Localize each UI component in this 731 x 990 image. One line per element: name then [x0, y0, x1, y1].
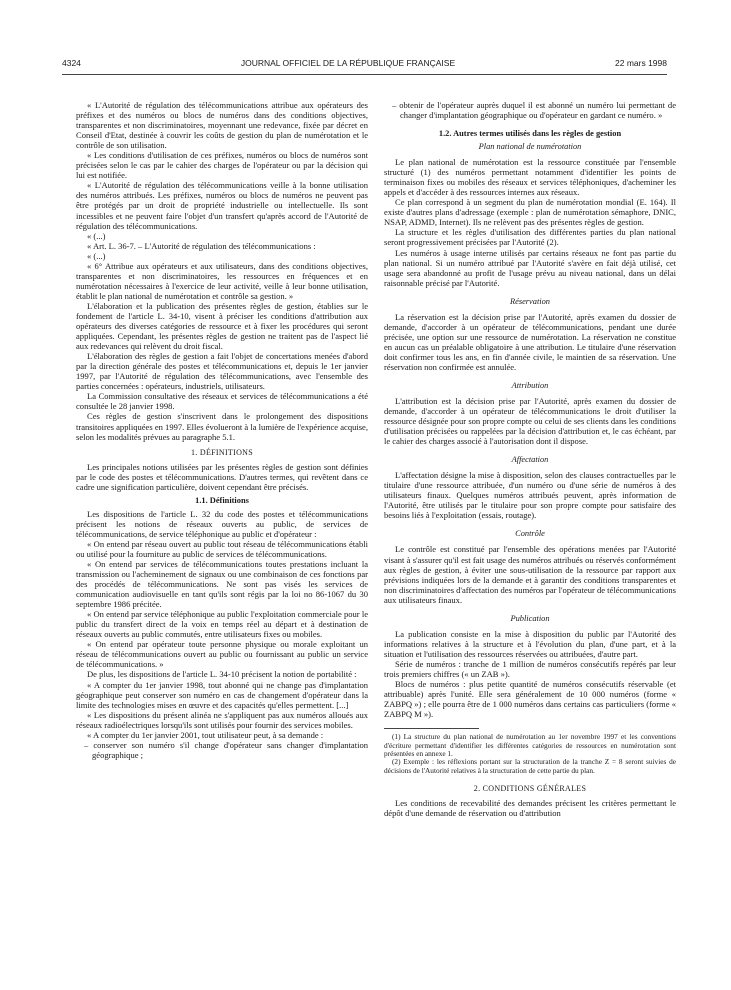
- term-heading-reservation: Réservation: [509, 296, 550, 306]
- dash-list-item: – conserver son numéro s'il change d'opérateur sans changer d'implantation géographique ;: [84, 739, 368, 760]
- journal-title: JOURNAL OFFICIEL DE LA RÉPUBLIQUE FRANÇAISE: [240, 58, 456, 68]
- paragraph: « Les conditions d'utilisation de ces préfixes, numéros ou blocs de numéros sont précisées selon le cas par le cahier des charges de l'opérateur ou par la décision qui lui est notifiée.: [76, 150, 368, 181]
- term-heading-affectation: Affectation: [511, 455, 549, 465]
- paragraph: La réservation est la décision prise par l'Autorité, après examen du dossier de demande, d'accorder à un opérateur de télécommunications, pendant une durée précisée, une option sur une ressource de numérotation. La réservation ne constitue en aucun cas un préalable obligatoire à une attribution. Le titulaire d'une réservation doit confirmer tous les ans, en fin d'année civile, le maintien de sa réservation. Une réservation non confirmée est annulée.: [384, 311, 676, 372]
- paragraph: L'affectation désigne la mise à disposition, selon des clauses contractuelles par le titulaire d'une ressource attribuée, d'un numéro ou d'une série de numéros à des utilisateurs finaux. Quelques numéros attribués peuvent, après information de l'Autorité, être utilisés par le titulaire pour son propre compte pour satisfaire des besoins liés à l'exploitation (essais, routage).: [384, 470, 676, 521]
- paragraph: « (...): [87, 250, 106, 261]
- paragraph: La publication consiste en la mise à disposition du public par l'Autorité des informations relatives à la structure et à l'évolution du plan, d'une part, et à la situation et l'utilisation des ressources réservées ou attribuées, d'autre part.: [384, 628, 676, 659]
- paragraph: Ce plan correspond à un segment du plan de numérotation mondial (E. 164). Il existe d'autres plans d'adressage (exemple : plan de numérotation sémaphore, DNIC, NSAP, ADMD, Internet). Ils ne relèvent pas des présentes règles de gestion.: [384, 197, 676, 228]
- term-heading-publication: Publication: [510, 613, 550, 623]
- page-header: [62, 56, 667, 70]
- subsection-heading: 1.1. Définitions: [195, 495, 249, 505]
- header-rule: [62, 74, 667, 75]
- paragraph: « On entend par service téléphonique au public l'exploitation commerciale pour le public du transfert direct de la voix en temps réel au départ et à destination de réseaux ouverts au public commutés, entre utilisateurs fixes ou mobiles.: [76, 609, 368, 640]
- paragraph: « A compter du 1er janvier 2001, tout utilisateur peut, à sa demande :: [87, 729, 324, 740]
- term-heading-controle: Contrôle: [515, 529, 545, 539]
- paragraph: « Art. L. 36-7. – L'Autorité de régulation des télécommunications :: [87, 240, 316, 251]
- paragraph: La structure et les règles d'utilisation des différentes parties du plan national seront progressivement précisées par l'Autorité (2).: [384, 227, 676, 248]
- paragraph: Le plan national de numérotation est la ressource constituée par l'ensemble structuré (1) des numéros permettant notamment d'identifier les points de terminaison fixes ou mobiles des réseaux et services téléphoniques, d'acheminer les appels et d'accéder à des ressources internes aux réseaux.: [384, 157, 676, 198]
- paragraph: Série de numéros : tranche de 1 million de numéros consécutifs repérés par leur trois premiers chiffres (« un ZAB »).: [384, 658, 676, 679]
- paragraph: « On entend par réseau ouvert au public tout réseau de télécommunications établi ou utilisé pour la fourniture au public de services de télécommunications.: [76, 538, 368, 559]
- paragraph: Les numéros à usage interne utilisés par certains réseaux ne font pas partie du plan national. Si un numéro attribué par l'Autorité s'avère en fait déjà utilisé, cet usage sera abandonné au profit de l'usage prévu au niveau national, dans un délai raisonnable précisé par l'Autorité.: [384, 247, 676, 288]
- paragraph: Blocs de numéros : plus petite quantité de numéros consécutifs réservable (et attribuable) après l'unité. Elle sera généralement de 10 000 numéros (forme « ZABPQ ») ; elle pourra être de 1 000 numéros dans certains cas particuliers (forme « ZABPQ M »).: [384, 678, 676, 720]
- paragraph: De plus, les dispositions de l'article L. 34-10 précisent la notion de portabilité :: [87, 669, 357, 680]
- paragraph: Le contrôle est constitué par l'ensemble des opérations menées par l'Autorité visant à s'assurer qu'il est fait usage des numéros attribués ou réservés conformément aux règles de gestion, à éviter une sous-utilisation de la ressource par rapport aux prévisions indiquées lors de la demande et à garantir des conditions transparentes et non discriminatoires d'affectation des numéros par l'opérateur de télécommunications aux utilisateurs finaux.: [384, 544, 676, 605]
- paragraph: « L'Autorité de régulation des télécommunications attribue aux opérateurs des préfixes et des numéros ou blocs de numéros dans des conditions objectives, transparentes et non discriminatoires, moyennant une redevance, fixée par décret en Conseil d'Etat, destinée à couvrir les coûts de gestion du plan de numérotation et le contrôle de son utilisation.: [76, 100, 368, 151]
- paragraph: Les principales notions utilisées par les présentes règles de gestion sont définies par le code des postes et télécommunications. D'autres termes, qui revêtent dans ce cadre une signification particulière, doivent cependant être précisés.: [76, 461, 368, 492]
- paragraph: « On entend par opérateur toute personne physique ou morale exploitant un réseau de télécommunications ouvert au public ou fournissant au public un service de télécommunications. »: [76, 639, 368, 670]
- subsection-heading: 1.2. Autres termes utilisés dans les règles de gestion: [438, 129, 622, 139]
- term-heading-attribution: Attribution: [511, 380, 549, 390]
- right-column: [384, 100, 676, 980]
- paragraph: L'élaboration et la publication des présentes règles de gestion, établies sur le fondement de l'article L. 34-10, visent à préciser les conditions d'attribution aux opérateurs des diverses catégories de ressource et à fixer les procédures qui seront appliquées. Cependant, les présentes règles de gestion ne traitent pas de l'aspect lié aux redevances qui relèvent du droit fiscal.: [76, 300, 368, 352]
- section-heading: 2. CONDITIONS GÉNÉRALES: [473, 784, 587, 794]
- paragraph: « A compter du 1er janvier 1998, tout abonné qui ne change pas d'implantation géographique peut conserver son numéro en cas de changement d'opérateur dans la limite des technologies mises en œuvre et des capacités qu'elles permettent. [...]: [76, 679, 368, 710]
- footnote: (2) Exemple : les réflexions portant sur la structuration de la tranche Z = 8 seront suivies de décisions de l'Autorité relatives à la structuration de cette partie du plan.: [384, 757, 676, 775]
- paragraph: Les conditions de recevabilité des demandes précisent les critères permettant le dépôt d'une demande de réservation ou d'attribution: [384, 798, 676, 819]
- section-heading: 1. DÉFINITIONS: [191, 447, 253, 457]
- paragraph: « Les dispositions du présent alinéa ne s'appliquent pas aux numéros alloués aux réseaux radioélectriques lorsqu'ils sont utilisés pour fournir des services mobiles.: [76, 709, 368, 730]
- paragraph: Les dispositions de l'article L. 32 du code des postes et télécommunications précisent les notions de réseaux ouverts au public, de services de télécommunications, de service téléphonique au public et d'opérateur :: [76, 508, 368, 539]
- paragraph: « (...): [87, 230, 106, 241]
- page-number: 4324: [62, 58, 81, 68]
- footnote: (1) La structure du plan national de numérotation au 1er novembre 1997 et les conventions d'écriture permettant d'identifier les différentes catégories de ressources en numérotation sont présentées en annexe 1.: [384, 732, 676, 758]
- paragraph: « L'Autorité de régulation des télécommunications veille à la bonne utilisation des numéros attribués. Les préfixes, numéros ou blocs de numéros ne peuvent pas être protégés par un droit de propriété industrielle ou intellectuelle. Ils sont incessibles et ne peuvent faire l'objet d'un transfert qu'après accord de l'Autorité de régulation des télécommunications.: [76, 180, 368, 231]
- term-heading-plan: Plan national de numérotation: [478, 142, 582, 152]
- paragraph: L'élaboration des règles de gestion a fait l'objet de concertations menées d'abord par la direction générale des postes et télécommunications et, depuis le 1er janvier 1997, par l'Autorité de régulation des télécommunications, avec l'ensemble des parties concernées : opérateurs, industriels, utilisateurs.: [76, 351, 368, 392]
- footnote-rule: [384, 728, 479, 729]
- paragraph: La Commission consultative des réseaux et services de télécommunications a été consultée le 28 janvier 1998.: [76, 391, 368, 412]
- paragraph: L'attribution est la décision prise par l'Autorité, après examen du dossier de demande, d'accorder à un opérateur de télécommunications le droit d'utiliser la ressource désignée pour son propre compte ou celui de ses clients dans les conditions d'utilisation précisées ou rappelées par la décision d'attribution et, le cas échéant, par le cahier des charges associé à l'autorisation dont il dispose.: [384, 395, 676, 447]
- left-column: [76, 100, 368, 980]
- paragraph: « On entend par services de télécommunications toutes prestations incluant la transmission ou l'acheminement de signaux ou une combinaison de ces fonctions par des procédés de télécommunications. Ne sont pas visés les services de communication audiovisuelle en tant qu'ils sont régis par la loi no 86-1067 du 30 septembre 1986 précitée.: [76, 558, 368, 610]
- issue-date: 22 mars 1998: [615, 58, 667, 68]
- dash-list-item: – obtenir de l'opérateur auprès duquel il est abonné un numéro lui permettant de changer d'implantation géographique ou d'opérateur en gardant ce numéro. »: [392, 100, 676, 121]
- paragraph: Ces règles de gestion s'inscrivent dans le prolongement des dispositions transitoires appliquées en 1997. Elles évolueront à la lumière de l'expérience acquise, selon les modalités prévues au paragraphe 5.1.: [76, 411, 368, 442]
- paragraph: « 6° Attribue aux opérateurs et aux utilisateurs, dans des conditions objectives, transparentes et non discriminatoires, les ressources en fréquences et en numérotation nécessaires à l'exercice de leur activité, veille à leur bonne utilisation, établit le plan national de numérotation et contrôle sa gestion. »: [76, 260, 368, 301]
